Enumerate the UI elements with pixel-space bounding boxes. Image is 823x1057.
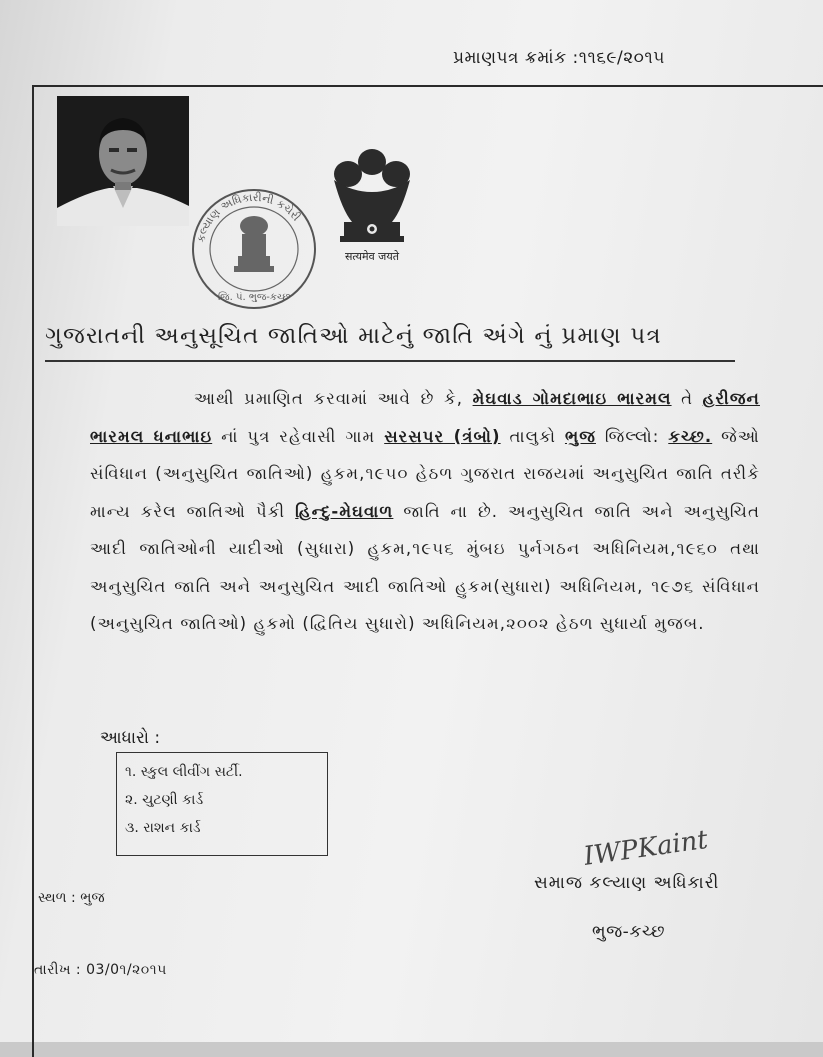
signature-text: IWPKaint: [585, 824, 710, 872]
supporting-documents-box: [116, 752, 328, 856]
basis-label: આધારો :: [100, 728, 161, 748]
document-item: ૩. રાશન કાર્ડ: [125, 820, 201, 836]
national-emblem: [322, 140, 422, 268]
father-name: હરીજન ભારમલ ધનાભાઇ: [90, 389, 760, 446]
applicant-name: મેઘવાડ ગોમદાભાઇ ભારમલ: [472, 389, 672, 408]
officer-title: સમાજ કલ્યાણ અધિકારી: [534, 873, 720, 893]
certificate-number: પ્રમાણપત્ર ક્રમાંક :૧૧૬૯/૨૦૧૫: [453, 48, 665, 68]
caste-name: હિન્દુ-મેઘવાળ: [295, 501, 394, 521]
body-text-6: જેઓ સંવિધાન (અનુસુચિત જાતિઓ) હુકમ,૧૯૫૦ હેઠળ ગુજરાત રાજયમાં અનુસુચિત જાતિ તરીકે માન્ય કરેલ જાતિઓ પૈકી: [90, 426, 760, 521]
body-text-5: જિલ્લો:: [604, 426, 660, 446]
body-text-2: તે: [681, 389, 694, 408]
document-item: ૧. સ્કુલ લીવીંગ સર્ટી.: [125, 764, 243, 780]
district-name: કચ્છ.: [668, 426, 713, 446]
official-seal: [190, 186, 318, 312]
emblem-motto: सत्यमेव जयते: [344, 250, 400, 263]
body-text-3: નાં પુત્ર રહેવાસી ગામ: [221, 426, 376, 446]
place-field: સ્થળ : ભુજ: [38, 890, 105, 906]
applicant-photo: [57, 96, 189, 226]
village-name: સરસપર (ત્રંબો): [384, 426, 501, 446]
seal-bottom-text: જિ. પં. ભુજ-કચ્છ: [217, 292, 291, 303]
body-text-4: તાલુકો: [509, 426, 557, 446]
officer-location: ભુજ-કચ્છ: [592, 922, 666, 942]
body-text-7: જાતિ ના છે. અનુસુચિત જાતિ અને અનુસુચિત આદી જાતિઓની યાદીઓ (સુધારા) હુકમ,૧૯૫૬ મુંબઇ પુર્નગઠન અધિનિયમ,૧૯૬૦ તથા અનુસુચિત જાતિ અને અનુસુચિત આદી જાતિઓ હુકમ(સુધારા) અધિનિયમ, ૧૯૭૬ સંવિધાન (અનુસુચિત જાતિઓ) હુકમો (દ્વિતિય સુધારો) અધિનિયમ,૨૦૦૨ હેઠળ સુધાર્યા મુજબ.: [90, 501, 760, 633]
body-intro: આથી પ્રમાણિત કરવામાં આવે છે કે,: [194, 389, 464, 408]
taluka-name: ભુજ: [564, 426, 596, 446]
document-item: ૨. ચુટણી કાર્ડ: [125, 792, 204, 808]
certificate-body: [90, 380, 760, 643]
seal-top-text: કલ્યાણ અધિકારીની કચેરી: [194, 190, 303, 244]
certificate-heading: ગુજરાતની અનુસૂચિત જાતિઓ માટેનું જાતિ અંગે નું પ્રમાણ પત્ર: [45, 323, 662, 349]
date-field: તારીખ : 03/0૧/૨૦૧૫: [34, 962, 167, 978]
heading-underline: [45, 360, 735, 362]
